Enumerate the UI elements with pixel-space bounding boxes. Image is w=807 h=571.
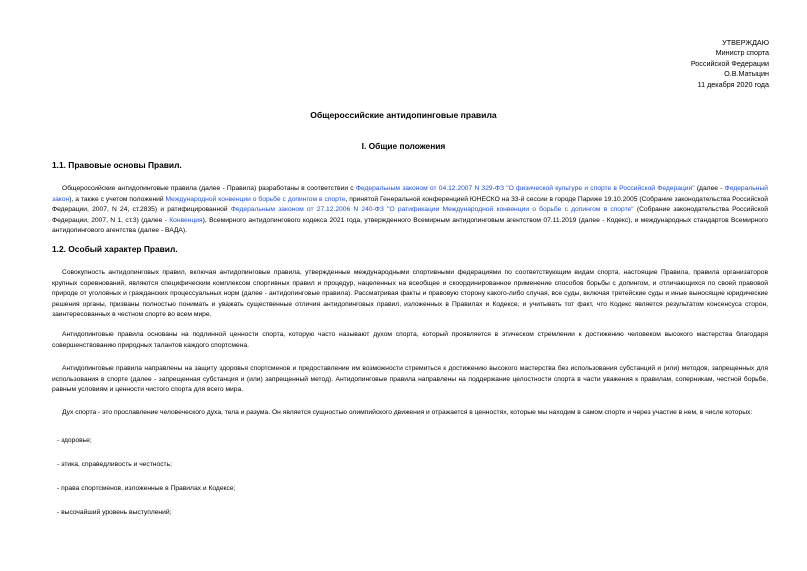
paragraph-legal-basis [52, 184, 768, 237]
link-convention[interactable]: Конвенция [169, 216, 203, 224]
chapter-title: I. Общие положения [361, 141, 446, 151]
approval-line: 11 декабря 2020 года [697, 79, 769, 89]
approval-line: Министр спорта [715, 48, 769, 58]
section-heading-1-2: 1.2. Особый характер Правил. [52, 244, 178, 254]
section-heading-1-1: 1.1. Правовые основы Правил. [52, 160, 182, 170]
paragraph-text: (Собрание законодательства Российской Федерации, 2007, N 1, ст.3) (далее - [52, 206, 768, 224]
paragraph-text: (далее - [694, 185, 725, 192]
list-item: - этика, справедливость и честность; [57, 461, 172, 468]
paragraph-special-nature: Совокупность антидопинговых правил, включая антидопинговые правила, утвержденные международными спортивными федерациями по соответствующим видам спорта, настоящие Правила, правила организаторов крупных соревнований, являются специфическим комплексом спортивных правил и процедур, нацеленных на всеобщее и скоординированное применение способов борьбы с допингом, и отличающихся по своей правовой природе от уголовных и гражданских процессуальных норм (далее - антидопинговые правила). Рассматривая факты и правовую сторону какого-либо случая, все суды, включая третейские суды и иные выносящие юридические решения органы, призваны полностью понимать и уважать существенные отличия антидопинговых правил, изложенных в Правилах и Кодексе, и учитывать тот факт, что Кодекс является результатом консенсуса сторон, заинтересованных в честном спорте во всем мире. [52, 269, 768, 319]
paragraph-text: ), а также с учетом положений [69, 195, 166, 203]
paragraph-text: Общероссийские антидопинговые правила (далее - Правила) разработаны в соответствии с [62, 185, 356, 192]
approval-line: О.В.Матыцин [724, 69, 769, 79]
approval-line: УТВЕРЖДАЮ [722, 38, 769, 47]
list-item: - права спортсменов, изложенные в Правилах и Кодексе; [57, 485, 236, 492]
list-item: - высочайший уровень выступлений; [57, 509, 172, 516]
paragraph-text: , принятой Генеральной конференцией ЮНЕСКО на 33-й сессии в городе Париже 19.10.2005 (Собрание законодательства Российской Федерации, 2007, N 24, ст.2835) и ратифицированной [52, 195, 768, 214]
approval-line: Российской Федерации [690, 58, 769, 68]
link-federal-law-240[interactable]: Федеральным законом от 27.12.2006 N 240-ФЗ "О ратификации Международной конвенции о борьбе с допингом в спорте" [230, 206, 634, 214]
paragraph-spirit-definition: Дух спорта - это прославление человеческого духа, тела и разума. Он является сущностью олимпийского движения и отражается в ценностях, которые мы находим в самом спорте и через участие в нем, в числе которых: [62, 409, 753, 416]
link-federal-law-329[interactable]: Федеральным законом от 04.12.2007 N 329-ФЗ "О физической культуре и спорте в Российской Федерации" [355, 185, 695, 192]
link-federal-law[interactable]: Федеральный закон [52, 185, 768, 203]
approval-block [691, 38, 769, 90]
paragraph-spirit-of-sport: Антидопинговые правила основаны на подлинной ценности спорта, которую часто называют духом спорта, который проявляется в этическом стремлении к достижению человеком высокого мастерства благодаря совершенствованию природных талантов каждого спортсмена. [52, 331, 768, 349]
paragraph-text: ), Всемирного антидопингового кодекса 2021 года, утвержденного Всемирным антидопинговым агентством 07.11.2019 (далее - Кодекс), и международных стандартов Всемирного антидопингового агентства (далее - ВАДА). [52, 216, 768, 235]
link-international-convention[interactable]: Международной конвенции о борьбе с допингом в спорте [165, 195, 346, 203]
paragraph-health-protection: Антидопинговые правила направлены на защиту здоровья спортсменов и предоставление им возможности стремиться к достижению высокого мастерства без использования субстанций и (или) методов, запрещенных для использования в спорте (далее - запрещенная субстанция и (или) запрещенный метод). Антидопинговые правила направлены на поддержание целостности спорта в части уважения к правилам, соперникам, честной борьбе, равным условиям и ценности чистого спорта для всего мира. [52, 365, 768, 394]
list-item: - здоровье; [57, 437, 92, 444]
document-title: Общероссийские антидопинговые правила [310, 110, 497, 120]
